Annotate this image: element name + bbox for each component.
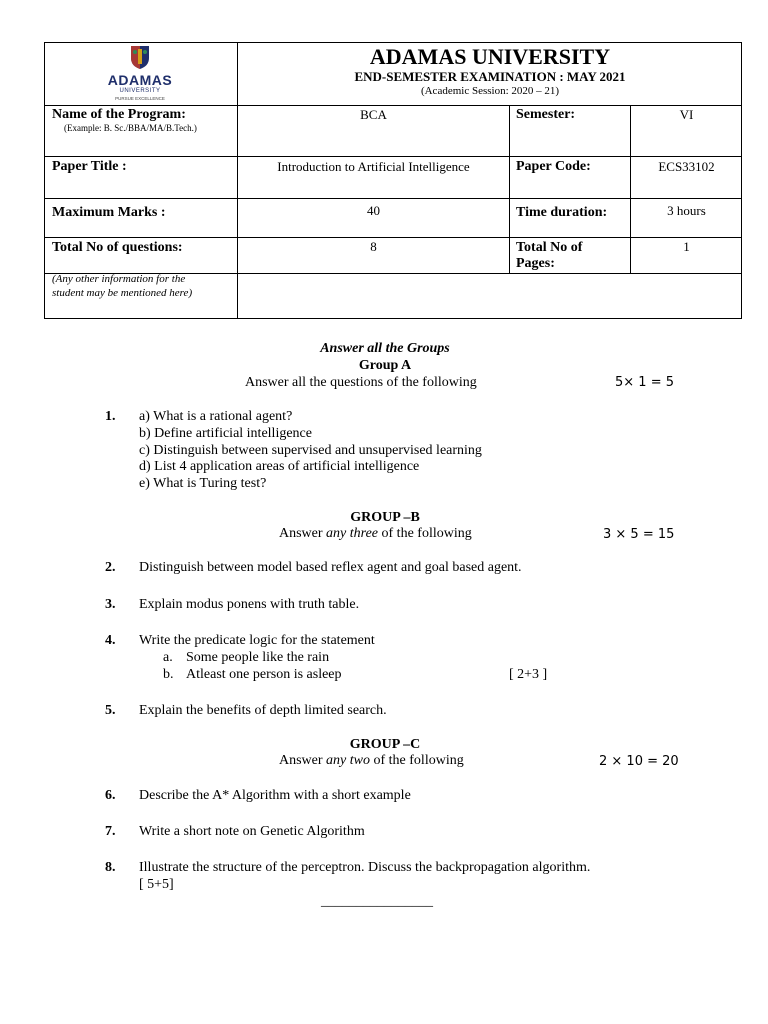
header-divider xyxy=(509,105,510,273)
total-pages-label-cont: Pages: xyxy=(516,256,555,271)
other-info-note: student may be mentioned here) xyxy=(52,287,193,299)
logo-wordmark: ADAMAS xyxy=(107,72,173,88)
end-rule: ________________ xyxy=(321,894,433,909)
semester-value: VI xyxy=(679,107,694,122)
logo-subtitle: UNIVERSITY xyxy=(119,88,161,94)
question-4b-label: b. xyxy=(163,667,174,682)
question-8: Illustrate the structure of the perceptron. Discuss the backpropagation algorithm. xyxy=(139,860,591,875)
question-1c: c) Distinguish between supervised and unsupervised learning xyxy=(139,443,482,458)
question-1d: d) List 4 application areas of artificial intelligence xyxy=(139,459,420,474)
logo-motto: PURSUE EXCELLENCE xyxy=(115,96,165,101)
group-b-title: GROUP –B xyxy=(350,510,420,525)
total-questions-label: Total No of questions: xyxy=(52,240,183,255)
question-3: Explain modus ponens with truth table. xyxy=(139,597,360,612)
paper-code-value: ECS33102 xyxy=(658,159,715,174)
time-duration-value: 3 hours xyxy=(667,203,706,218)
question-number: 6. xyxy=(105,788,116,803)
group-b-instruction: Answer any three of the following xyxy=(279,526,472,541)
group-c-instruction: Answer any two of the following xyxy=(279,753,464,768)
question-8-marks: [ 5+5] xyxy=(139,877,174,892)
academic-session: (Academic Session: 2020 – 21) xyxy=(420,85,560,97)
total-questions-value: 8 xyxy=(370,239,377,254)
header-divider xyxy=(44,237,742,238)
program-value: BCA xyxy=(360,107,387,122)
max-marks-label: Maximum Marks : xyxy=(52,205,166,220)
question-number: 7. xyxy=(105,824,116,839)
other-info-note: (Any other information for the xyxy=(52,273,186,285)
header-divider xyxy=(44,198,742,199)
question-4a-label: a. xyxy=(163,650,173,665)
semester-label: Semester: xyxy=(516,107,576,122)
question-1a: a) What is a rational agent? xyxy=(139,409,293,424)
group-c-marks: 2 × 10 = 20 xyxy=(599,754,679,769)
question-number: 8. xyxy=(105,860,116,875)
question-7: Write a short note on Genetic Algorithm xyxy=(139,824,365,839)
question-5: Explain the benefits of depth limited search. xyxy=(139,703,387,718)
time-duration-label: Time duration: xyxy=(516,205,608,220)
paper-title-label: Paper Title : xyxy=(52,159,127,174)
question-4: Write the predicate logic for the statement xyxy=(139,633,375,648)
university-title: ADAMAS UNIVERSITY xyxy=(369,44,611,69)
group-a-title: Group A xyxy=(358,358,412,373)
paper-title-value: Introduction to Artificial Intelligence xyxy=(277,159,470,174)
question-2: Distinguish between model based reflex agent and goal based agent. xyxy=(139,560,522,575)
group-a-instruction: Answer all the questions of the following xyxy=(245,375,477,390)
question-number: 2. xyxy=(105,560,116,575)
program-label: Name of the Program: xyxy=(52,107,186,122)
question-number: 3. xyxy=(105,597,116,612)
exam-title: END-SEMESTER EXAMINATION : MAY 2021 xyxy=(354,69,626,84)
max-marks-value: 40 xyxy=(367,203,380,218)
group-c-title: GROUP –C xyxy=(349,737,421,752)
answer-all-heading: Answer all the Groups xyxy=(320,341,450,356)
group-b-marks: 3 × 5 = 15 xyxy=(603,527,675,542)
total-pages-value: 1 xyxy=(683,239,690,254)
program-label-note: (Example: B. Sc./BBA/MA/B.Tech.) xyxy=(64,123,197,133)
total-pages-label: Total No of xyxy=(516,240,583,255)
question-4b: Atleast one person is asleep xyxy=(186,667,342,682)
question-4-marks: [ 2+3 ] xyxy=(509,667,548,682)
question-6: Describe the A* Algorithm with a short example xyxy=(139,788,411,803)
paper-code-label: Paper Code: xyxy=(516,159,591,174)
question-4a: Some people like the rain xyxy=(186,650,330,665)
question-number: 1. xyxy=(105,409,116,424)
question-1e: e) What is Turing test? xyxy=(139,476,267,491)
question-number: 5. xyxy=(105,703,116,718)
header-divider xyxy=(44,156,742,157)
question-1b: b) Define artificial intelligence xyxy=(139,426,312,441)
group-a-marks: 5× 1 = 5 xyxy=(615,375,674,390)
question-number: 4. xyxy=(105,633,116,648)
